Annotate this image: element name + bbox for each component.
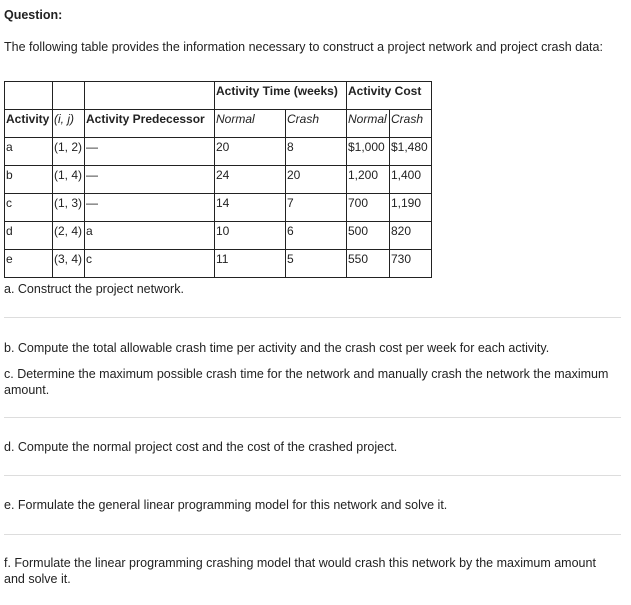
cell-crash-cost: 1,400	[390, 166, 432, 194]
cell-crash-time: 5	[286, 250, 347, 278]
part-b: b. Compute the total allowable crash time per activity and the crash cost per week for each activity.	[4, 341, 550, 355]
cell-normal-time: 10	[215, 222, 286, 250]
empty-cell	[5, 82, 53, 110]
cell-predecessor: —	[85, 138, 215, 166]
cell-predecessor: —	[85, 194, 215, 222]
header-crash-cost: Crash	[390, 110, 432, 138]
cell-activity: a	[5, 138, 53, 166]
column-header-row	[5, 110, 432, 138]
cell-ij: (1, 3)	[53, 194, 85, 222]
cell-activity: d	[5, 222, 53, 250]
cell-crash-time: 20	[286, 166, 347, 194]
table-row	[5, 222, 432, 250]
header-ij: (i, j)	[53, 110, 85, 138]
divider	[4, 417, 621, 418]
crash-data-table	[4, 81, 432, 278]
divider	[4, 534, 621, 535]
empty-cell	[53, 82, 85, 110]
cell-normal-cost: 1,200	[347, 166, 390, 194]
cell-normal-time: 20	[215, 138, 286, 166]
header-normal-time: Normal	[215, 110, 286, 138]
header-crash-time: Crash	[286, 110, 347, 138]
cell-predecessor: a	[85, 222, 215, 250]
cell-normal-cost: 550	[347, 250, 390, 278]
header-normal-cost: Normal	[347, 110, 390, 138]
divider	[4, 475, 621, 476]
divider	[4, 317, 621, 318]
table-row	[5, 250, 432, 278]
cell-normal-cost: $1,000	[347, 138, 390, 166]
question-intro: The following table provides the information necessary to construct a project network and project crash data:	[4, 40, 603, 54]
table-row	[5, 194, 432, 222]
activity-time-header: Activity Time (weeks)	[215, 82, 347, 110]
activity-cost-header: Activity Cost	[347, 82, 432, 110]
table-row	[5, 166, 432, 194]
cell-activity: c	[5, 194, 53, 222]
cell-normal-cost: 700	[347, 194, 390, 222]
cell-predecessor: c	[85, 250, 215, 278]
cell-crash-time: 6	[286, 222, 347, 250]
cell-predecessor: —	[85, 166, 215, 194]
empty-cell	[85, 82, 215, 110]
table-row	[5, 138, 432, 166]
part-c: c. Determine the maximum possible crash time for the network and manually crash the network the maximum amount.	[4, 367, 609, 397]
cell-normal-time: 14	[215, 194, 286, 222]
header-predecessor: Activity Predecessor	[85, 110, 215, 138]
cell-crash-time: 8	[286, 138, 347, 166]
part-a: a. Construct the project network.	[4, 282, 184, 296]
cell-crash-cost: 820	[390, 222, 432, 250]
header-activity: Activity	[5, 110, 53, 138]
cell-activity: b	[5, 166, 53, 194]
cell-crash-cost: $1,480	[390, 138, 432, 166]
part-e: e. Formulate the general linear programming model for this network and solve it.	[4, 498, 448, 512]
part-f: f. Formulate the linear programming crashing model that would crash this network by the maximum amount and solve it.	[4, 556, 596, 586]
cell-normal-time: 11	[215, 250, 286, 278]
cell-crash-cost: 1,190	[390, 194, 432, 222]
cell-ij: (1, 2)	[53, 138, 85, 166]
cell-crash-time: 7	[286, 194, 347, 222]
cell-ij: (1, 4)	[53, 166, 85, 194]
cell-ij: (2, 4)	[53, 222, 85, 250]
group-header-row	[5, 82, 432, 110]
cell-crash-cost: 730	[390, 250, 432, 278]
cell-activity: e	[5, 250, 53, 278]
cell-normal-cost: 500	[347, 222, 390, 250]
cell-normal-time: 24	[215, 166, 286, 194]
part-d: d. Compute the normal project cost and the cost of the crashed project.	[4, 440, 398, 454]
question-title: Question:	[4, 8, 63, 22]
cell-ij: (3, 4)	[53, 250, 85, 278]
